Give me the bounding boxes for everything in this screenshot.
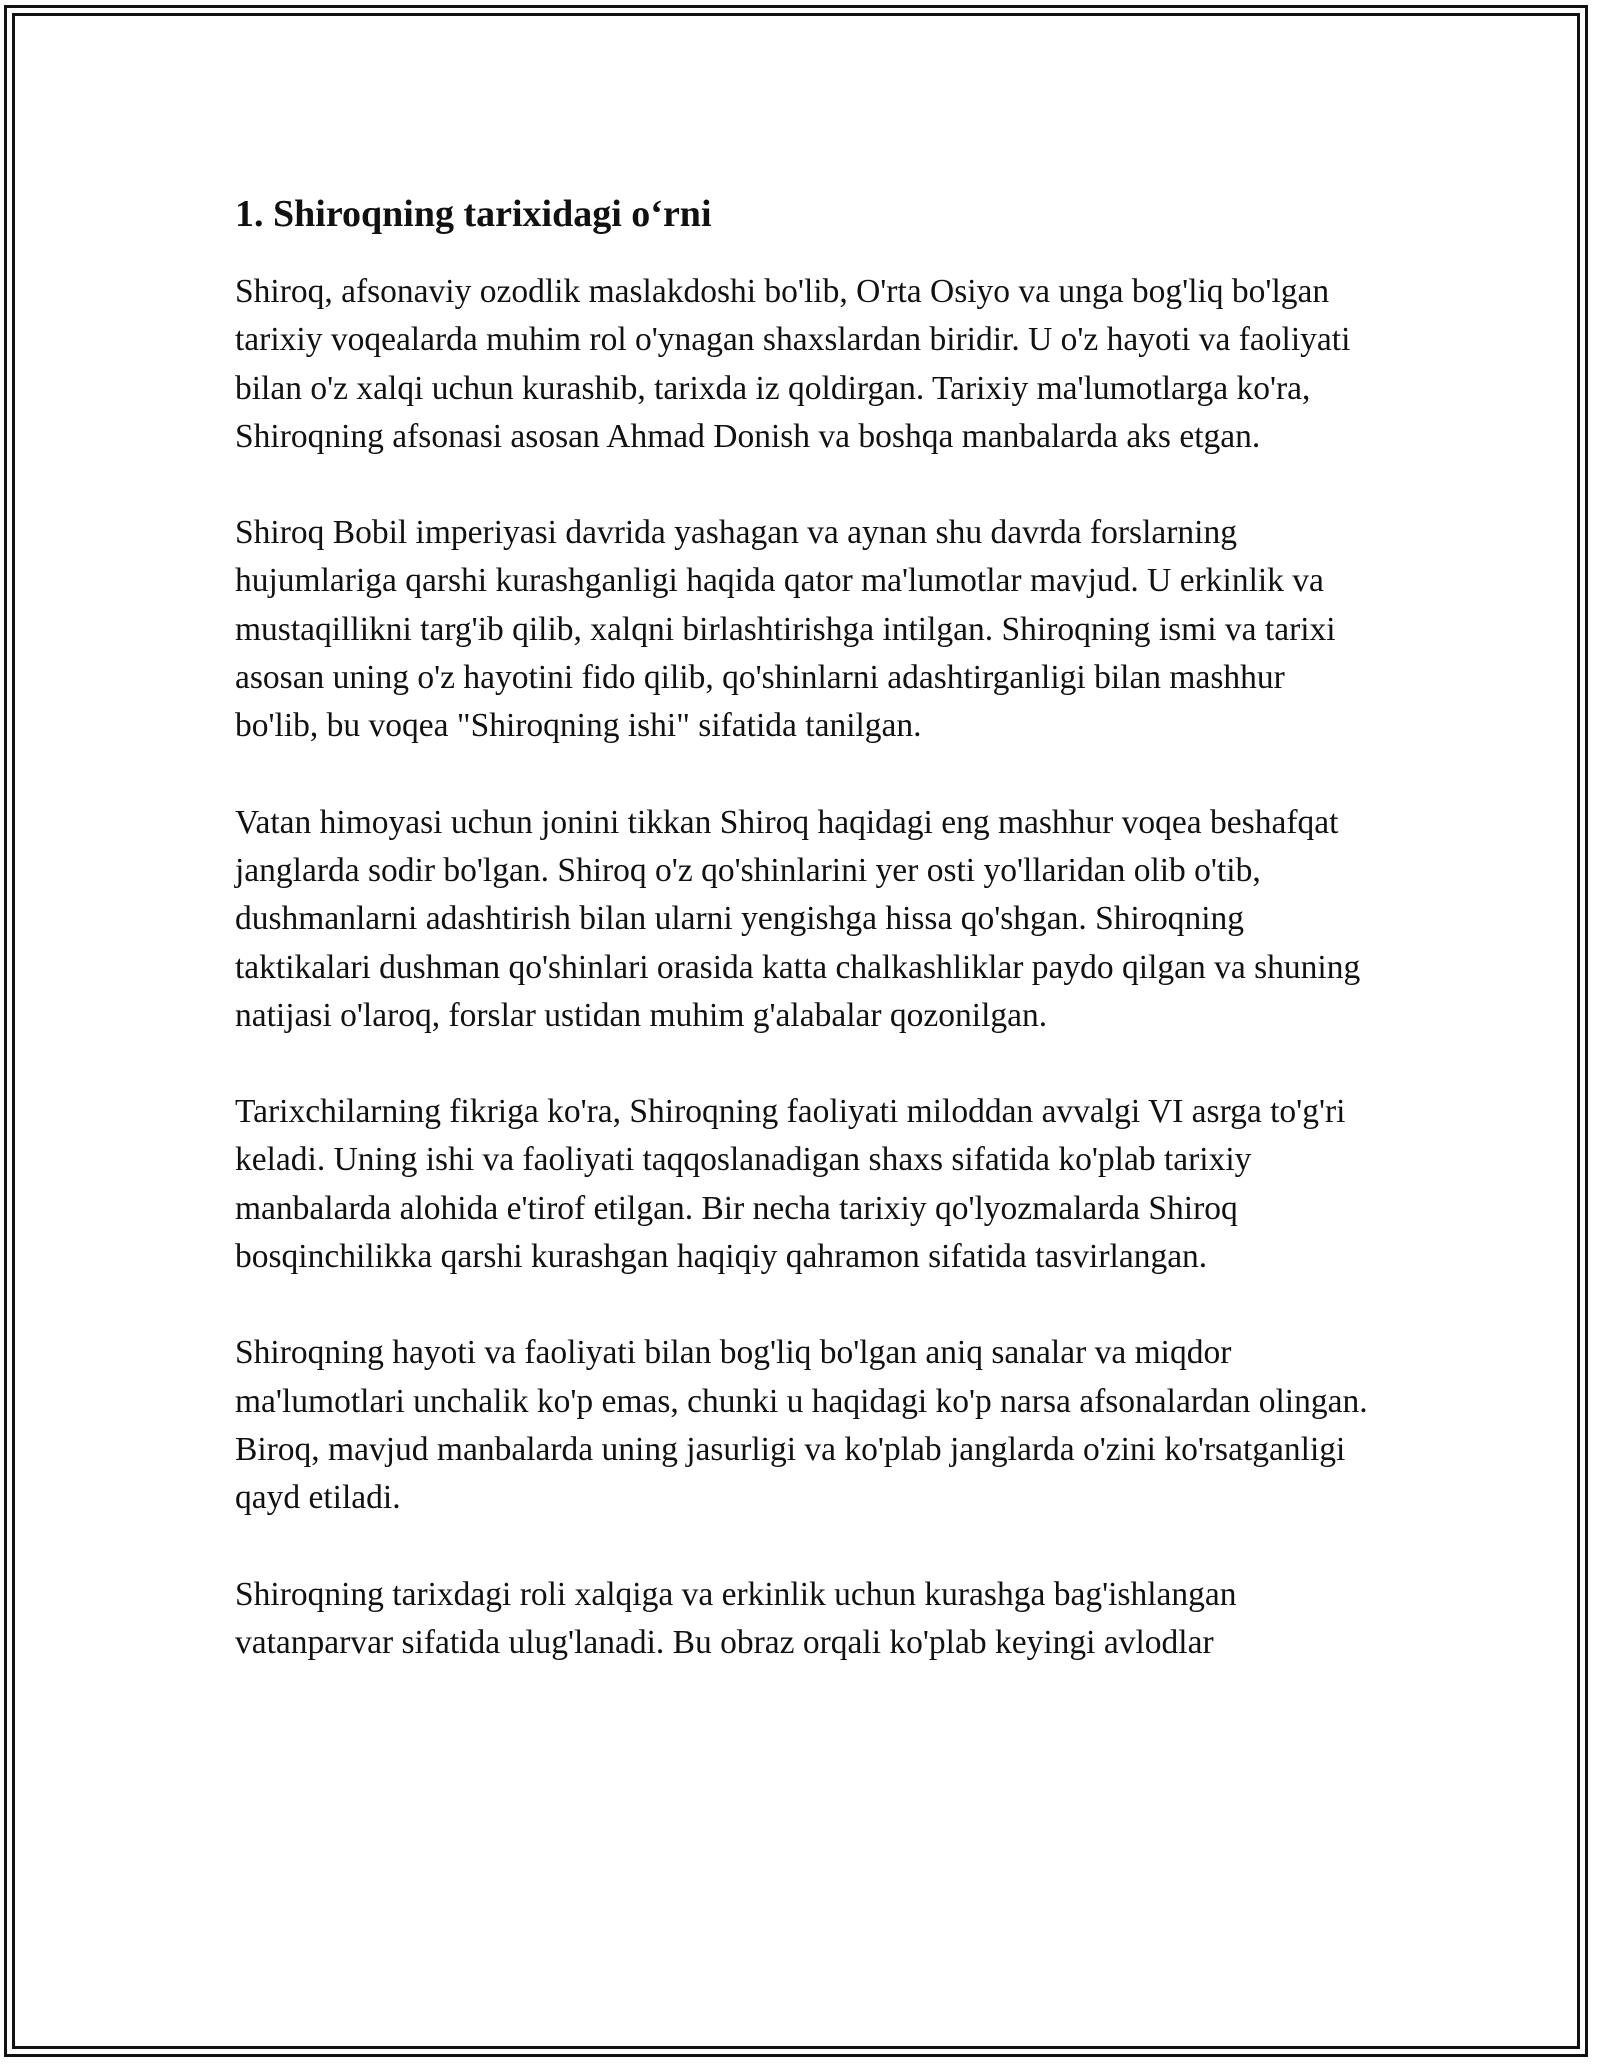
paragraph-4: Tarixchilarning fikriga ko'ra, Shiroqning faoliyati miloddan avvalgi VI asrga to'g'ri keladi. Uning ishi va faoliyati taqqoslanadigan shaxs sifatida ko'plab tarixiy manbalarda alohida e'tirof etilgan. Bir necha tarixiy qo'lyozmalarda Shiroq bosqinchilikka qarshi kurashgan haqiqiy qahramon sifatida tasvirlangan. (235, 1093, 1346, 1276)
document-body (235, 186, 1375, 1715)
paragraph-2: Shiroq Bobil imperiyasi davrida yashagan va aynan shu davrda forslarning hujumlariga qarshi kurashganligi haqida qator ma'lumotlar mavjud. U erkinlik va mustaqillikni targ'ib qilib, xalqni birlashtirishga intilgan. Shiroqning ismi va tarixi asosan uning o'z hayotini fido qilib, qo'shinlarni adashtirganligi bilan mashhur bo'lib, bu voqea "Shiroqning ishi" sifatida tanilgan. (235, 514, 1336, 745)
section-heading: 1. Shiroqning tarixidagi o‘rni (235, 193, 712, 235)
paragraph-1: Shiroq, afsonaviy ozodlik maslakdoshi bo'lib, O'rta Osiyo va unga bog'liq bo'lgan tarixiy voqealarda muhim rol o'ynagan shaxslardan biridir. U o'z hayoti va faoliyati bilan o'z xalqi uchun kurashib, tarixda iz qoldirgan. Tarixiy ma'lumotlarga ko'ra, Shiroqning afsonasi asosan Ahmad Donish va boshqa manbalarda aks etgan. (235, 273, 1351, 455)
paragraph-3: Vatan himoyasi uchun jonini tikkan Shiroq haqidagi eng mashhur voqea beshafqat janglarda sodir bo'lgan. Shiroq o'z qo'shinlarini yer osti yo'llaridan olib o'tib, dushmanlarni adashtirish bilan ularni yengishga hissa qo'shgan. Shiroqning taktikalari dushman qo'shinlari orasida katta chalkashliklar paydo qilgan va shuning natijasi o'laroq, forslar ustidan muhim g'alabalar qozonilgan. (235, 803, 1361, 1034)
paragraph-5: Shiroqning hayoti va faoliyati bilan bog'liq bo'lgan aniq sanalar va miqdor ma'lumotlari unchalik ko'p emas, chunki u haqidagi ko'p narsa afsonalardan olingan. Biroq, mavjud manbalarda uning jasurligi va ko'plab janglarda o'zini ko'rsatganligi qayd etiladi. (235, 1334, 1368, 1517)
paragraph-6: Shiroqning tarixdagi roli xalqiga va erkinlik uchun kurashga bag'ishlangan vatanparvar sifatida ulug'lanadi. Bu obraz orqali ko'plab keyingi avlodlar (235, 1575, 1237, 1661)
